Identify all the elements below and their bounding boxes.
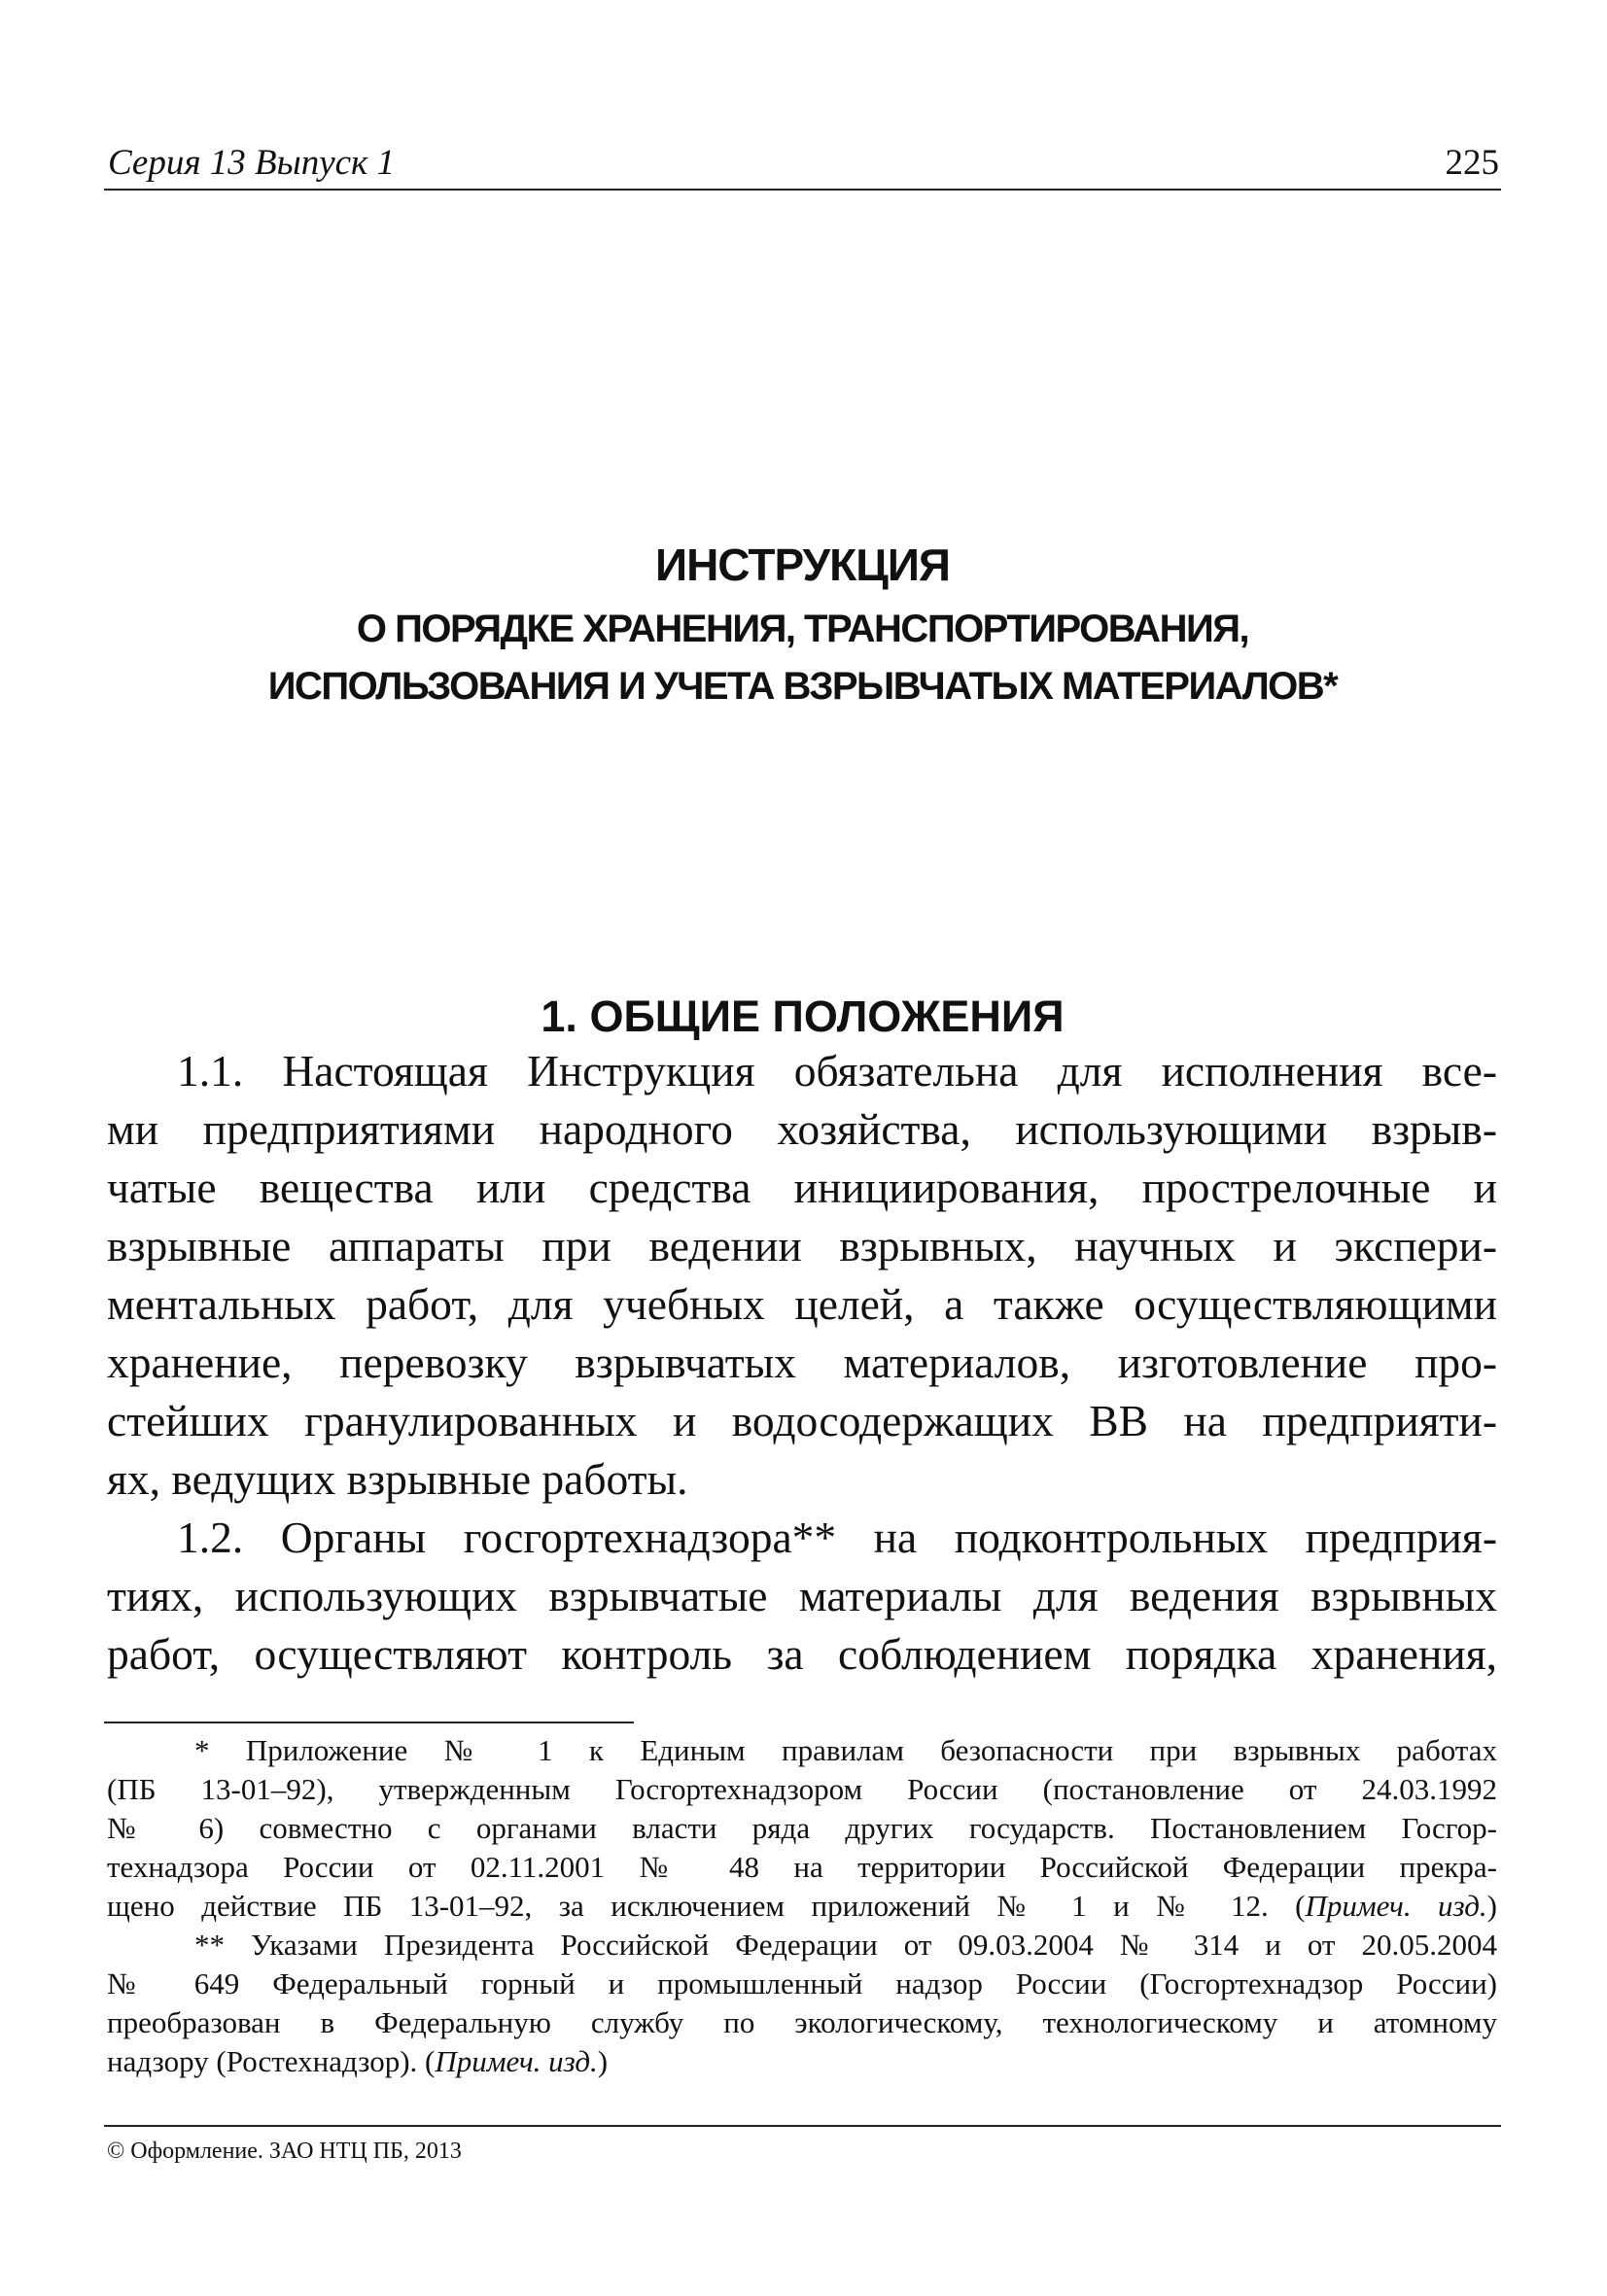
paragraph-line: 1.1. Настоящая Инструкция обязательна для исполнения все-	[177, 1046, 1497, 1096]
footnote-line: № 649 Федеральный горный и промышленный надзор России (Госгортехнадзор России)	[107, 1966, 1497, 2000]
publisher-note: Примеч. изд.	[435, 2044, 598, 2078]
document-subtitle-line-2: ИСПОЛЬЗОВАНИЯ И УЧЕТА ВЗРЫВЧАТЫХ МАТЕРИАЛОВ*	[267, 665, 1338, 708]
footnote-line: технадзора России от 02.11.2001 № 48 на территории Российской Федерации прекра-	[107, 1850, 1497, 1884]
paragraph-line: чатые вещества или средства инициирования, прострелочные и	[107, 1163, 1497, 1212]
footnote-line: * Приложение № 1 к Единым правилам безопасности при взрывных работах	[194, 1733, 1497, 1767]
paragraph-line: взрывные аппараты при ведении взрывных, научных и экспери-	[107, 1221, 1497, 1270]
paragraph-line: стейших гранулированных и водосодержащих ВВ на предприяти-	[107, 1396, 1497, 1445]
footnote-line	[107, 1887, 1497, 1926]
page-number: 225	[1445, 143, 1499, 183]
footnote-line: (ПБ 13-01–92), утвержденным Госгортехнадзором России (постановление от 24.03.1992	[107, 1772, 1497, 1806]
running-header	[104, 136, 1501, 191]
footnote-line: преобразован в Федеральную службу по экологическому, технологическому и атомному	[107, 2005, 1497, 2039]
footnote-line: № 6) совместно с органами власти ряда других государств. Постановлением Госгор-	[107, 1811, 1497, 1845]
footnote-text: надзору (Ростехнадзор). (	[107, 2044, 436, 2078]
paragraph-line: тиях, использующих взрывчатые материалы для ведения взрывных	[107, 1571, 1497, 1620]
bottom-divider	[104, 2125, 1501, 2127]
document-title: ИНСТРУКЦИЯ	[655, 539, 950, 590]
footnote-text: )	[1486, 1889, 1497, 1923]
publisher-note: Примеч. изд.	[1305, 1889, 1487, 1923]
footnote-line	[107, 2042, 1497, 2081]
footnote-divider	[104, 1722, 634, 1723]
section-heading: 1. ОБЩИЕ ПОЛОЖЕНИЯ	[541, 991, 1065, 1041]
paragraph-line: 1.2. Органы госгортехнадзора** на подконтрольных предприя-	[177, 1513, 1497, 1562]
paragraph-line: ментальных работ, для учебных целей, а также осуществляющими	[107, 1279, 1497, 1329]
paragraph-line: ми предприятиями народного хозяйства, использующими взрыв-	[107, 1104, 1497, 1154]
footnote-text: щено действие ПБ 13-01–92, за исключением приложений № 1 и № 12. (	[107, 1889, 1306, 1923]
paragraph-line: работ, осуществляют контроль за соблюдением порядка хранения,	[107, 1629, 1497, 1679]
paragraph-line: ях, ведущих взрывные работы.	[107, 1454, 688, 1504]
paragraph-line: хранение, перевозку взрывчатых материалов, изготовление про-	[107, 1338, 1497, 1387]
series-label: Серия 13 Выпуск 1	[108, 143, 396, 183]
footnote-line: ** Указами Президента Российской Федерации от 09.03.2004 № 314 и от 20.05.2004	[194, 1928, 1497, 1962]
document-subtitle-line-1: О ПОРЯДКЕ ХРАНЕНИЯ, ТРАНСПОРТИРОВАНИЯ,	[356, 608, 1249, 650]
footnote-text: )	[597, 2044, 609, 2078]
copyright-notice: © Оформление. ЗАО НТЦ ПБ, 2013	[107, 2139, 462, 2164]
